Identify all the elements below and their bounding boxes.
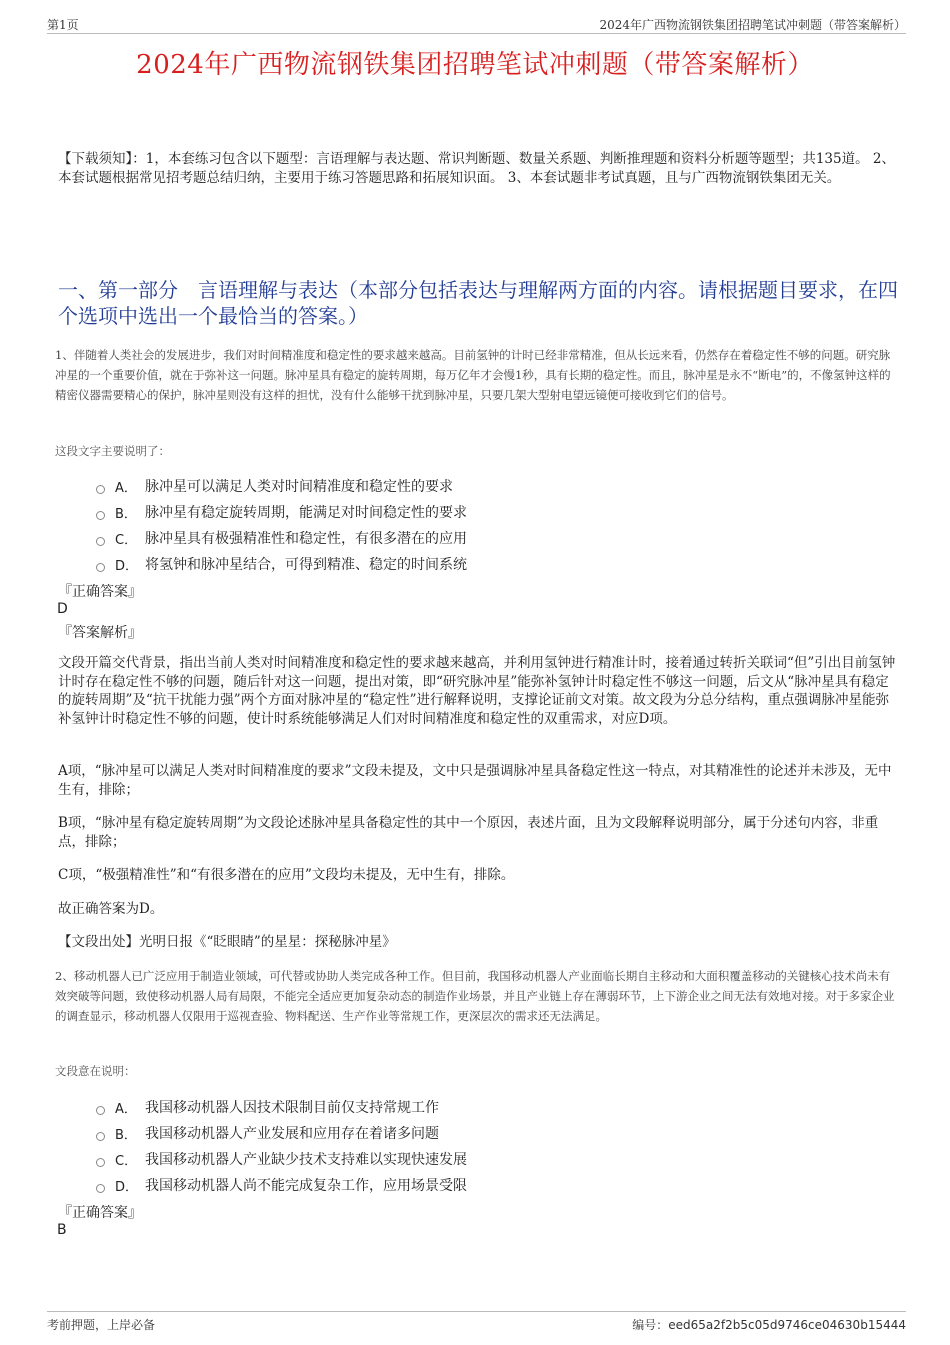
answer-label: 『正确答案』 <box>58 1205 142 1221</box>
page-header <box>47 14 906 34</box>
radio-icon[interactable] <box>96 485 105 494</box>
download-notice: 【下载须知】：1，本套练习包含以下题型：言语理解与表达题、常识判断题、数量关系题、判断推理题和资料分析题等题型；共135道。 2、本套试题根据常见招考题总结归纳，主要用于练习答题思路和拓展知识面。 3、本套试题非考试真题，且与广西物流钢铁集团无关。 <box>58 151 895 186</box>
answer-label: 『正确答案』 <box>58 584 142 600</box>
question-2-prompt: 文段意在说明： <box>55 1064 136 1078</box>
option-c[interactable]: C． 我国移动机器人产业缺少技术支持难以实现快速发展 <box>96 1146 467 1172</box>
question-2-options <box>96 1094 467 1198</box>
page-footer <box>47 1311 906 1338</box>
analysis-paragraph: B项，“脉冲星有稳定旋转周期”为文段论述脉冲星具备稳定性的其中一个原因，表述片面，且为文段解释说明部分，属于分述句内容，非重点，排除； <box>58 815 879 850</box>
radio-icon[interactable] <box>96 563 105 572</box>
answer-value: D <box>57 601 68 617</box>
radio-icon[interactable] <box>96 1184 105 1193</box>
page-title: 2024年广西物流钢铁集团招聘笔试冲刺题（带答案解析） <box>136 50 814 80</box>
analysis-source: 【文段出处】光明日报《“眨眼睛”的星星：探秘脉冲星》 <box>58 934 396 950</box>
analysis-paragraph: 故正确答案为D。 <box>58 901 164 917</box>
question-1-options <box>96 473 467 577</box>
analysis-label: 『答案解析』 <box>58 625 142 641</box>
option-b[interactable]: B． 脉冲星有稳定旋转周期，能满足对时间稳定性的要求 <box>96 499 467 525</box>
footer-code-label: 编号： <box>632 1318 669 1332</box>
option-d[interactable]: D． 将氢钟和脉冲星结合，可得到精准、稳定的时间系统 <box>96 551 467 577</box>
option-a[interactable]: A． 脉冲星可以满足人类对时间精准度和稳定性的要求 <box>96 473 467 499</box>
question-1-stem: 1、伴随着人类社会的发展进步，我们对时间精准度和稳定性的要求越来越高。目前氢钟的计时已经非常精准，但从长远来看，仍然存在着稳定性不够的问题。研究脉冲星的一个重要价值，就在于弥补这一问题。脉冲星具有稳定的旋转周期，每万亿年才会慢1秒，具有长期的稳定性。而且，脉冲星是永不“断电”的，不像氢钟这样的精密仪器需要精心的保护，脉冲星则没有这样的担忧，没有什么能够干扰到脉冲星，只要几架大型射电望远镜便可接收到它们的信号。 <box>55 348 891 402</box>
radio-icon[interactable] <box>96 1106 105 1115</box>
header-doc-title: 2024年广西物流钢铁集团招聘笔试冲刺题（带答案解析） <box>599 18 906 32</box>
radio-icon[interactable] <box>96 1158 105 1167</box>
option-c[interactable]: C． 脉冲星具有极强精准性和稳定性，有很多潜在的应用 <box>96 525 467 551</box>
page-number: 第1页 <box>47 18 79 32</box>
footer-code <box>632 1316 906 1333</box>
radio-icon[interactable] <box>96 1132 105 1141</box>
option-b[interactable]: B． 我国移动机器人产业发展和应用存在着诸多问题 <box>96 1120 467 1146</box>
section-title: 一、第一部分 言语理解与表达（本部分包括表达与理解两方面的内容。请根据题目要求，在四个选项中选出一个最恰当的答案。） <box>58 278 898 328</box>
radio-icon[interactable] <box>96 537 105 546</box>
question-1-prompt: 这段文字主要说明了： <box>55 444 170 458</box>
question-2-stem: 2、移动机器人已广泛应用于制造业领域，可代替或协助人类完成各种工作。但目前，我国移动机器人产业面临长期自主移动和大面积覆盖移动的关键核心技术尚未有效突破等问题，致使移动机器人局有局限，不能完全适应更加复杂动态的制造作业场景，并且产业链上存在薄弱环节，上下游企业之间无法有效地对接。对于多家企业的调查显示，移动机器人仅限用于巡视查验、物料配送、生产作业等常规工作，更深层次的需求还无法满足。 <box>55 969 895 1023</box>
option-d[interactable]: D． 我国移动机器人尚不能完成复杂工作，应用场景受限 <box>96 1172 467 1198</box>
radio-icon[interactable] <box>96 511 105 520</box>
option-a[interactable]: A． 我国移动机器人因技术限制目前仅支持常规工作 <box>96 1094 467 1120</box>
answer-value: B <box>57 1222 67 1238</box>
analysis-paragraph: A项，“脉冲星可以满足人类对时间精准度的要求”文段未提及，文中只是强调脉冲星具备稳定性这一特点，对其精准性的论述并未涉及，无中生有，排除； <box>58 763 892 798</box>
analysis-paragraph: 文段开篇交代背景，指出当前人类对时间精准度和稳定性的要求越来越高，并利用氢钟进行精准计时，接着通过转折关联词“但”引出目前氢钟计时存在稳定性不够的问题，随后针对这一问题，提出对策，即“研究脉冲星”能弥补氢钟计时稳定性不够这一问题，后文从“脉冲星具有稳定的旋转周期”及“抗干扰能力强”两个方面对脉冲星的“稳定性”进行解释说明，支撑论证前文对策。故文段为分总分结构，重点强调脉冲星能弥补氢钟计时稳定性不够的问题，使计时系统能够满足人们对时间精准度和稳定性的双重需求，对应D项。 <box>58 655 896 727</box>
footer-code-value: eed65a2f2b5c05d9746ce04630b15444 <box>668 1318 906 1332</box>
footer-slogan: 考前押题，上岸必备 <box>47 1318 156 1332</box>
analysis-paragraph: C项，“极强精准性”和“有很多潜在的应用”文段均未提及，无中生有，排除。 <box>58 867 515 883</box>
